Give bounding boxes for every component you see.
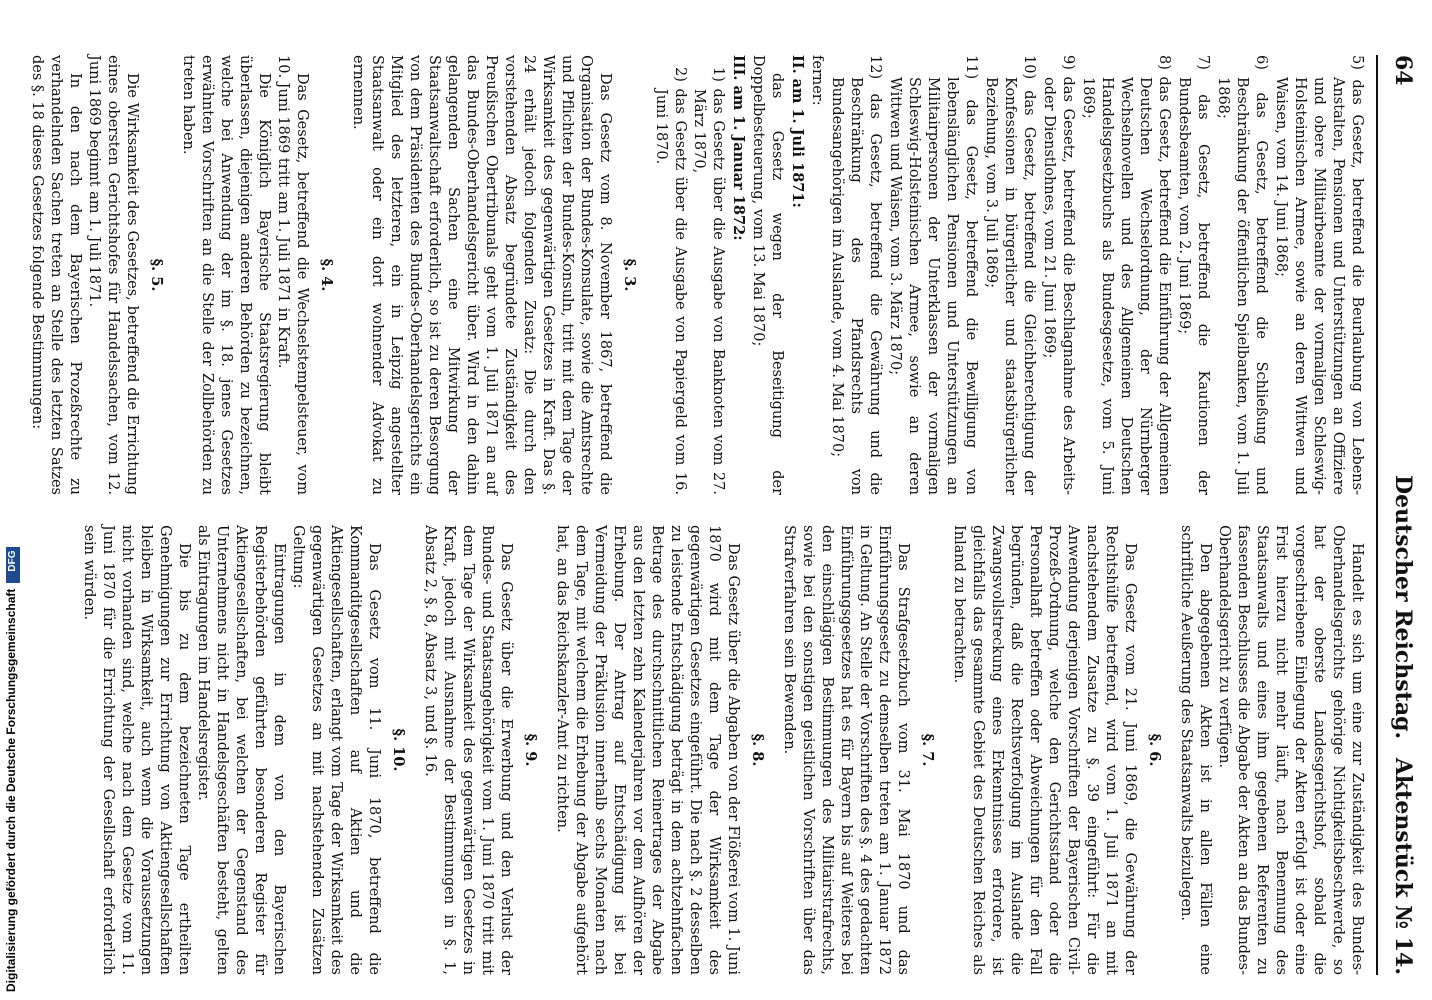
section-7-text: Das Strafgesetzbuch vom 31. Mai 1870 und das Einführungsgesetz zu demselben treten am 1. Januar 1872 in Geltung. An Stelle der Vorschriften des §. 4 des gedachten Einführungsgesetzes hat es für Bayern bis auf Weiteres bei den einschlägigen Bestimmungen des Militairstrafrechts, sowie bei den sonstigen geistlichen Vorschriften über das Strafverfahren sein Bewenden.	[781, 525, 911, 975]
section-10-text: Die bis zu dem bezeichneten Tage ertheilten Genehmigungen zur Errichtung von Aktiengesellschaften bleiben in Wirksamkeit, auch wenn die Voraussetzungen nicht vorhanden sind, welche nach dem Gesetze vom 11. Juni 1870 für die Errichtung der Gesellschaft erforderlich sein würden.	[81, 525, 192, 975]
issue-number: Aktenstück № 14.	[1390, 757, 1416, 975]
law-item: 7) das Gesetz, betreffend die Kautionen der Bundesbeamten, vom 2. Juni 1869;	[1176, 55, 1211, 495]
section-8-heading: §. 8.	[749, 733, 766, 767]
page-number: 64	[1390, 55, 1416, 86]
rotated-document-page	[29, 55, 1416, 975]
ferner-label: ferner:	[809, 55, 825, 106]
section-4-text: Die Königlich Bayerische Staatsregierung bleibt überlassen, diejenigen anderen Behörden zu bezeichnen, welche bei Anwendung der im §. 18. jenes Gesetzes erwähnten Vorschriften an die Stelle der Zollbehörden zu treten haben.	[180, 55, 272, 495]
funding-note: Digitalisierung gefördert durch die Deutsche Forschungsgemeinschaft	[4, 588, 18, 992]
section-9-text: Das Gesetz über die Erwerbung und den Verlust der Bundes- und Staatsangehörigkeit vom 1. Juni 1870 tritt mit dem Tage der Wirksamkeit des gegenwärtigen Gesetzes in Kraft, jedoch mit Ausnahme der Bestimmungen in §. 1, Absatz 2, §. 8, Absatz 3, und §. 16.	[422, 525, 514, 975]
section-5-text: In den nach dem Bayerischen Prozeßrechte zu verhandelnden Sachen treten an Stelle des letzten Satzes des §. 18 dieses Gesetzes folgende Bestimmungen:	[29, 55, 83, 495]
section-3-text: Das Gesetz vom 8. November 1867, betreffend die Organisation der Bundes-Konsulate, sowie die Amtsrechte und Pflichten der Bundes-Konsuln, tritt mit dem Tage der Wirksamkeit des gegenwärtigen Gesetzes in Kraft. Das §. 24 erhält jedoch folgenden Zusatz: Die durch den vorstehenden Absatz begründete Zuständigkeit des Preußischen Obertribunals geht vom 1. Juli 1871 an auf das Bundes-Oberhandelsgericht über. Wird in den dahin gelangenden Sachen eine Mitwirkung der Staatsanwaltschaft erforderlich, so ist zu deren Besorgung von dem Präsidenten des Bundes-Oberhandelsgerichts ein Mitglied des letzteren, ein in Leipzig angestellter Staatsanwalt oder ein dort wohnender Advokat zu ernennen.	[350, 55, 613, 495]
group-iii-item: 2) das Gesetz über die Ausgabe von Papiergeld vom 16. Juni 1870.	[653, 67, 688, 495]
section-6-text: Das Gesetz vom 21. Juni 1869, die Gewährung der Rechtshülfe betreffend, wird vom 1. Juli 1871 an mit nachstehendem Zusatze zu §. 39 eingeführt: Für die Anwendung derjenigen Vorschriften der Bayerischen Civil-Prozeß-Ordnung, welche den Gerichtsstand oder die Personalhaft betreffen oder Abweichungen für den Fall begründen, daß die Rechtsverfolgung im Auslande die Zwangsvollstreckung eines Erkenntnisses erfordere, ist gleichfalls das gesammte Gebiet des Deutschen Reiches als Inland zu betrachten.	[951, 525, 1138, 975]
section-10-text: Das Gesetz vom 11. Juni 1870, betreffend die Kommanditgesellschaften auf Aktien und die Aktiengesellschaften, erlangt vom Tage der Wirksamkeit des gegenwärtigen Gesetzes an mit nachstehenden Zusätzen Geltung:	[290, 525, 382, 975]
law-item: 9) das Gesetz, betreffend die Beschlagnahme des Arbeits- oder Dienstlohnes, vom 21. Juni 1869;	[1041, 55, 1076, 495]
page-header	[1382, 55, 1416, 975]
running-title: Deutscher Reichstag.	[1390, 475, 1416, 740]
section-4-heading: §. 4.	[318, 258, 335, 292]
law-item: 10) das Gesetz, betreffend die Gleichberechtigung der Konfessionen in bürgerlicher und staatsbürgerlicher Beziehung, vom 3. Juli 1869;	[983, 55, 1037, 495]
section-4-text: Das Gesetz, betreffend die Wechselstempelsteuer, vom 10. Juni 1869 tritt am 1. Juli 1871 in Kraft.	[275, 55, 310, 495]
group-ii-label: II. am 1. Juli 1871:	[789, 55, 806, 208]
law-item: 6) das Gesetz, betreffend die Schließung und Beschränkung der öffentlichen Spielbanken, vom 1. Juli 1868;	[1215, 55, 1269, 495]
law-item: 5) das Gesetz, betreffend die Beurlaubung von Lebens-Anstalten, Pensionen und Unterstützungen an Offiziere und obere Militairbeamte der vormaligen Schleswig-Holsteinischen Armee, sowie an deren Wittwen und Waisen, vom 14. Juni 1868;	[1273, 55, 1365, 495]
header-rule	[1376, 55, 1378, 975]
law-item: 12) das Gesetz, betreffend die Gewährung und die Beschränkung des Pfandsrechts von Bundesangehörigen im Auslande, vom 4. Mai 1870;	[829, 55, 883, 495]
section-8-text: Das Gesetz über die Abgaben von der Flößerei vom 1. Juni 1870 wird mit dem Tage der Wirksamkeit des gegenwärtigen Gesetzes eingeführt. Die nach §. 2 desselben zu leistende Entschädigung beträgt in dem achtzehnfachen Betrage des durchschnittlichen Reinertrages der Abgabe aus den letzten zehn Kalenderjahren vor dem Aufhören der Erhebung. Der Antrag auf Entschädigung ist bei Vermeidung der Präklusion innerhalb sechs Monaten nach dem Tage, mit welchem die Erhebung der Abgabe aufgehört hat, an das Reichskanzler-Amt zu richten.	[554, 525, 741, 975]
right-column	[79, 525, 1366, 975]
group-iii-label: III. am 1. Januar 1872:	[730, 55, 747, 241]
law-item: 8) das Gesetz, betreffend die Einführung der Allgemeinen Deutschen Wechselordnung, der Nürnberger Wechselnovellen und des Allgemeinen Deutschen Handelsgesetzbuchs als Bundesgesetze, vom 5. Juni 1869;	[1080, 55, 1172, 495]
section-10-heading: §. 10.	[390, 728, 407, 772]
group-ii-text: das Gesetz wegen der Beseitigung der Doppelbesteuerung, vom 13. Mai 1870;	[750, 55, 785, 495]
continuation-text: Den abgegebenen Akten ist in allen Fällen eine schriftliche Aeußerung des Staatsanwalts beizulegen.	[1178, 525, 1213, 975]
dfg-logo: DFG	[6, 547, 20, 582]
law-item: 11) das Gesetz, betreffend die Bewilligung von lebenslänglichen Pensionen und Unterstützungen an Militairpersonen der Unterklassen der vormaligen Schleswig-Holsteinischen Armee, sowie an deren Wittwen und Waisen, vom 3. März 1870;	[887, 55, 979, 495]
left-column	[27, 55, 1366, 495]
section-3-heading: §. 3.	[621, 258, 638, 292]
section-5-heading: §. 5.	[148, 258, 165, 292]
law-list	[827, 55, 1366, 495]
section-6-heading: §. 6.	[1146, 733, 1163, 767]
continuation-text: Handelt es sich um eine zur Zuständigkeit des Bundes-Oberhandelsgerichts gehörige Nichtigkeitsbeschwerde, so hat der oberste Landesgerichtshof, sobald die vorgeschriebene Einlegung der Akten erfolgt ist oder eine Frist hierzu nicht mehr läuft, nach Benennung des Staatsanwalts und eines ihm gegebenen Referenten zu fassenden Beschlusses die Abgabe der Akten an das Bundes-Oberhandelsgericht zu verfügen.	[1216, 525, 1365, 975]
group-iii-item: 1) das Gesetz über die Ausgabe von Banknoten vom 27. März 1870,	[691, 67, 726, 495]
digitization-footer	[0, 0, 22, 1000]
section-5-text: Die Wirksamkeit des Gesetzes, betreffend die Errichtung eines obersten Gerichtshofes für Handelssachen, vom 12. Juni 1869 beginnt am 1. Juli 1871.	[86, 55, 140, 495]
section-9-heading: §. 9.	[522, 733, 539, 767]
section-7-heading: §. 7.	[919, 733, 936, 767]
section-10-text: Eintragungen in dem von den Bayerischen Registerbehörden geführten besonderen Register für Aktiengesellschaften, bei welchen der Gegenstand des Unternehmens nicht in Handelsgeschäften besteht, gelten als Eintragungen im Handelsregister.	[195, 525, 287, 975]
